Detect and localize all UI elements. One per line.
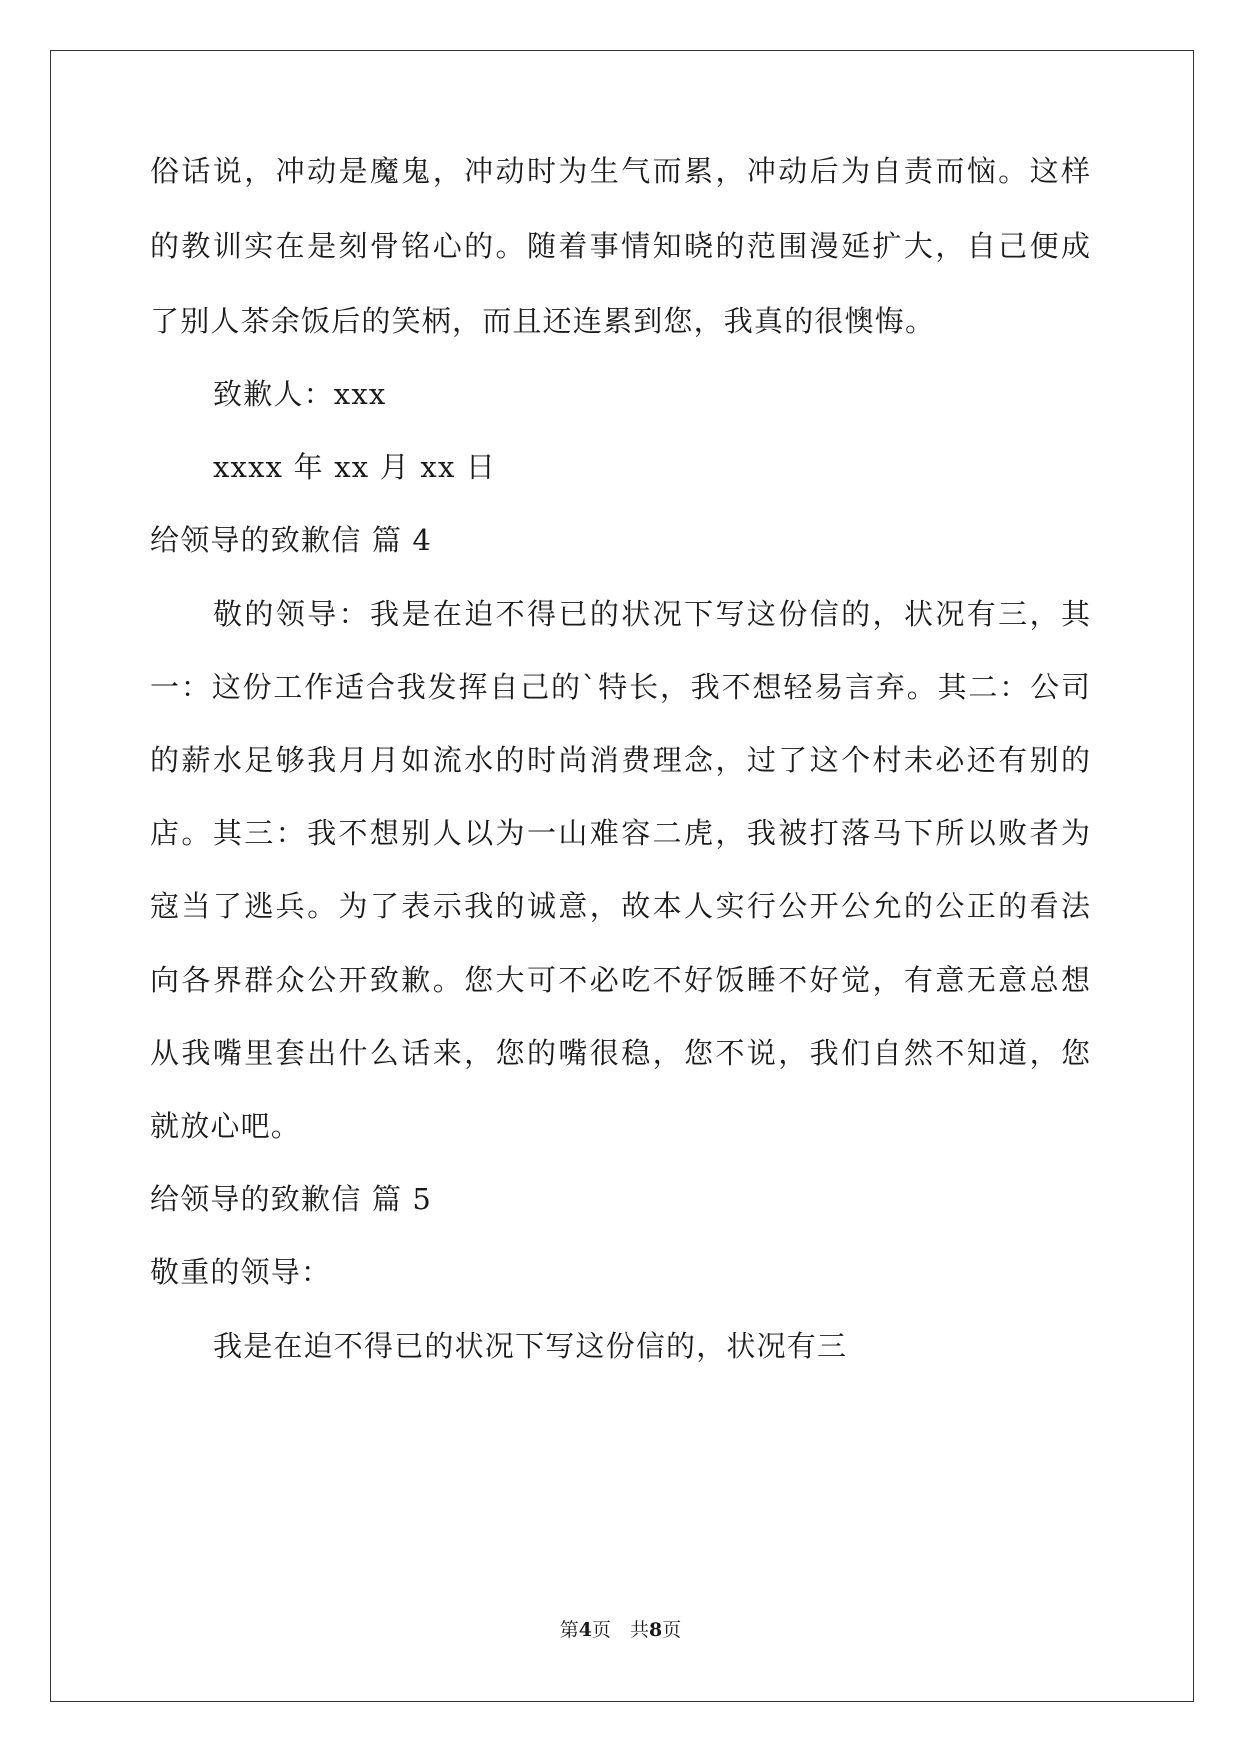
paragraph-line: 一：这份工作适合我发挥自己的`特长，我不想轻易言弃。其二：公司 — [150, 670, 1090, 704]
paragraph-line: 店。其三：我不想别人以为一山难容二虎，我被打落马下所以败者为 — [150, 816, 1090, 850]
paragraph-line: 寇当了逃兵。为了表示我的诚意，故本人实行公开公允的公正的看法 — [150, 889, 1090, 923]
footer-prefix: 第 — [559, 1619, 579, 1641]
salutation-line: 敬重的领导： — [150, 1255, 332, 1289]
paragraph-line: 我是在迫不得已的状况下写这份信的，状况有三 — [213, 1329, 848, 1363]
footer-suffix: 页 — [662, 1619, 682, 1641]
paragraph-line: 了别人茶余饭后的笑柄，而且还连累到您，我真的很懊悔。 — [150, 304, 936, 338]
current-page-number: 4 — [578, 1619, 592, 1641]
signature-line: 致歉人：xxx — [213, 377, 387, 411]
page-footer — [0, 1618, 1241, 1642]
section-heading: 给领导的致歉信 篇 5 — [150, 1182, 433, 1216]
page-border — [50, 50, 1194, 1702]
total-page-number: 8 — [649, 1619, 663, 1641]
paragraph-line: 的教训实在是刻骨铭心的。随着事情知晓的范围漫延扩大，自己便成 — [150, 229, 1090, 263]
section-heading: 给领导的致歉信 篇 4 — [150, 523, 433, 557]
footer-middle: 页 共 — [591, 1619, 649, 1641]
paragraph-line: 俗话说，冲动是魔鬼，冲动时为生气而累，冲动后为自责而恼。这样 — [150, 154, 1090, 188]
paragraph-line: 就放心吧。 — [150, 1109, 302, 1143]
paragraph-line: 的薪水足够我月月如流水的时尚消费理念，过了这个村未必还有别的 — [150, 743, 1090, 777]
paragraph-line: 从我嘴里套出什么话来，您的嘴很稳，您不说，我们自然不知道，您 — [150, 1036, 1090, 1070]
paragraph-line: 敬的领导：我是在迫不得已的状况下写这份信的，状况有三，其 — [213, 597, 1090, 631]
date-line: xxxx 年 xx 月 xx 日 — [213, 450, 497, 484]
paragraph-line: 向各界群众公开致歉。您大可不必吃不好饭睡不好觉，有意无意总想 — [150, 963, 1090, 997]
